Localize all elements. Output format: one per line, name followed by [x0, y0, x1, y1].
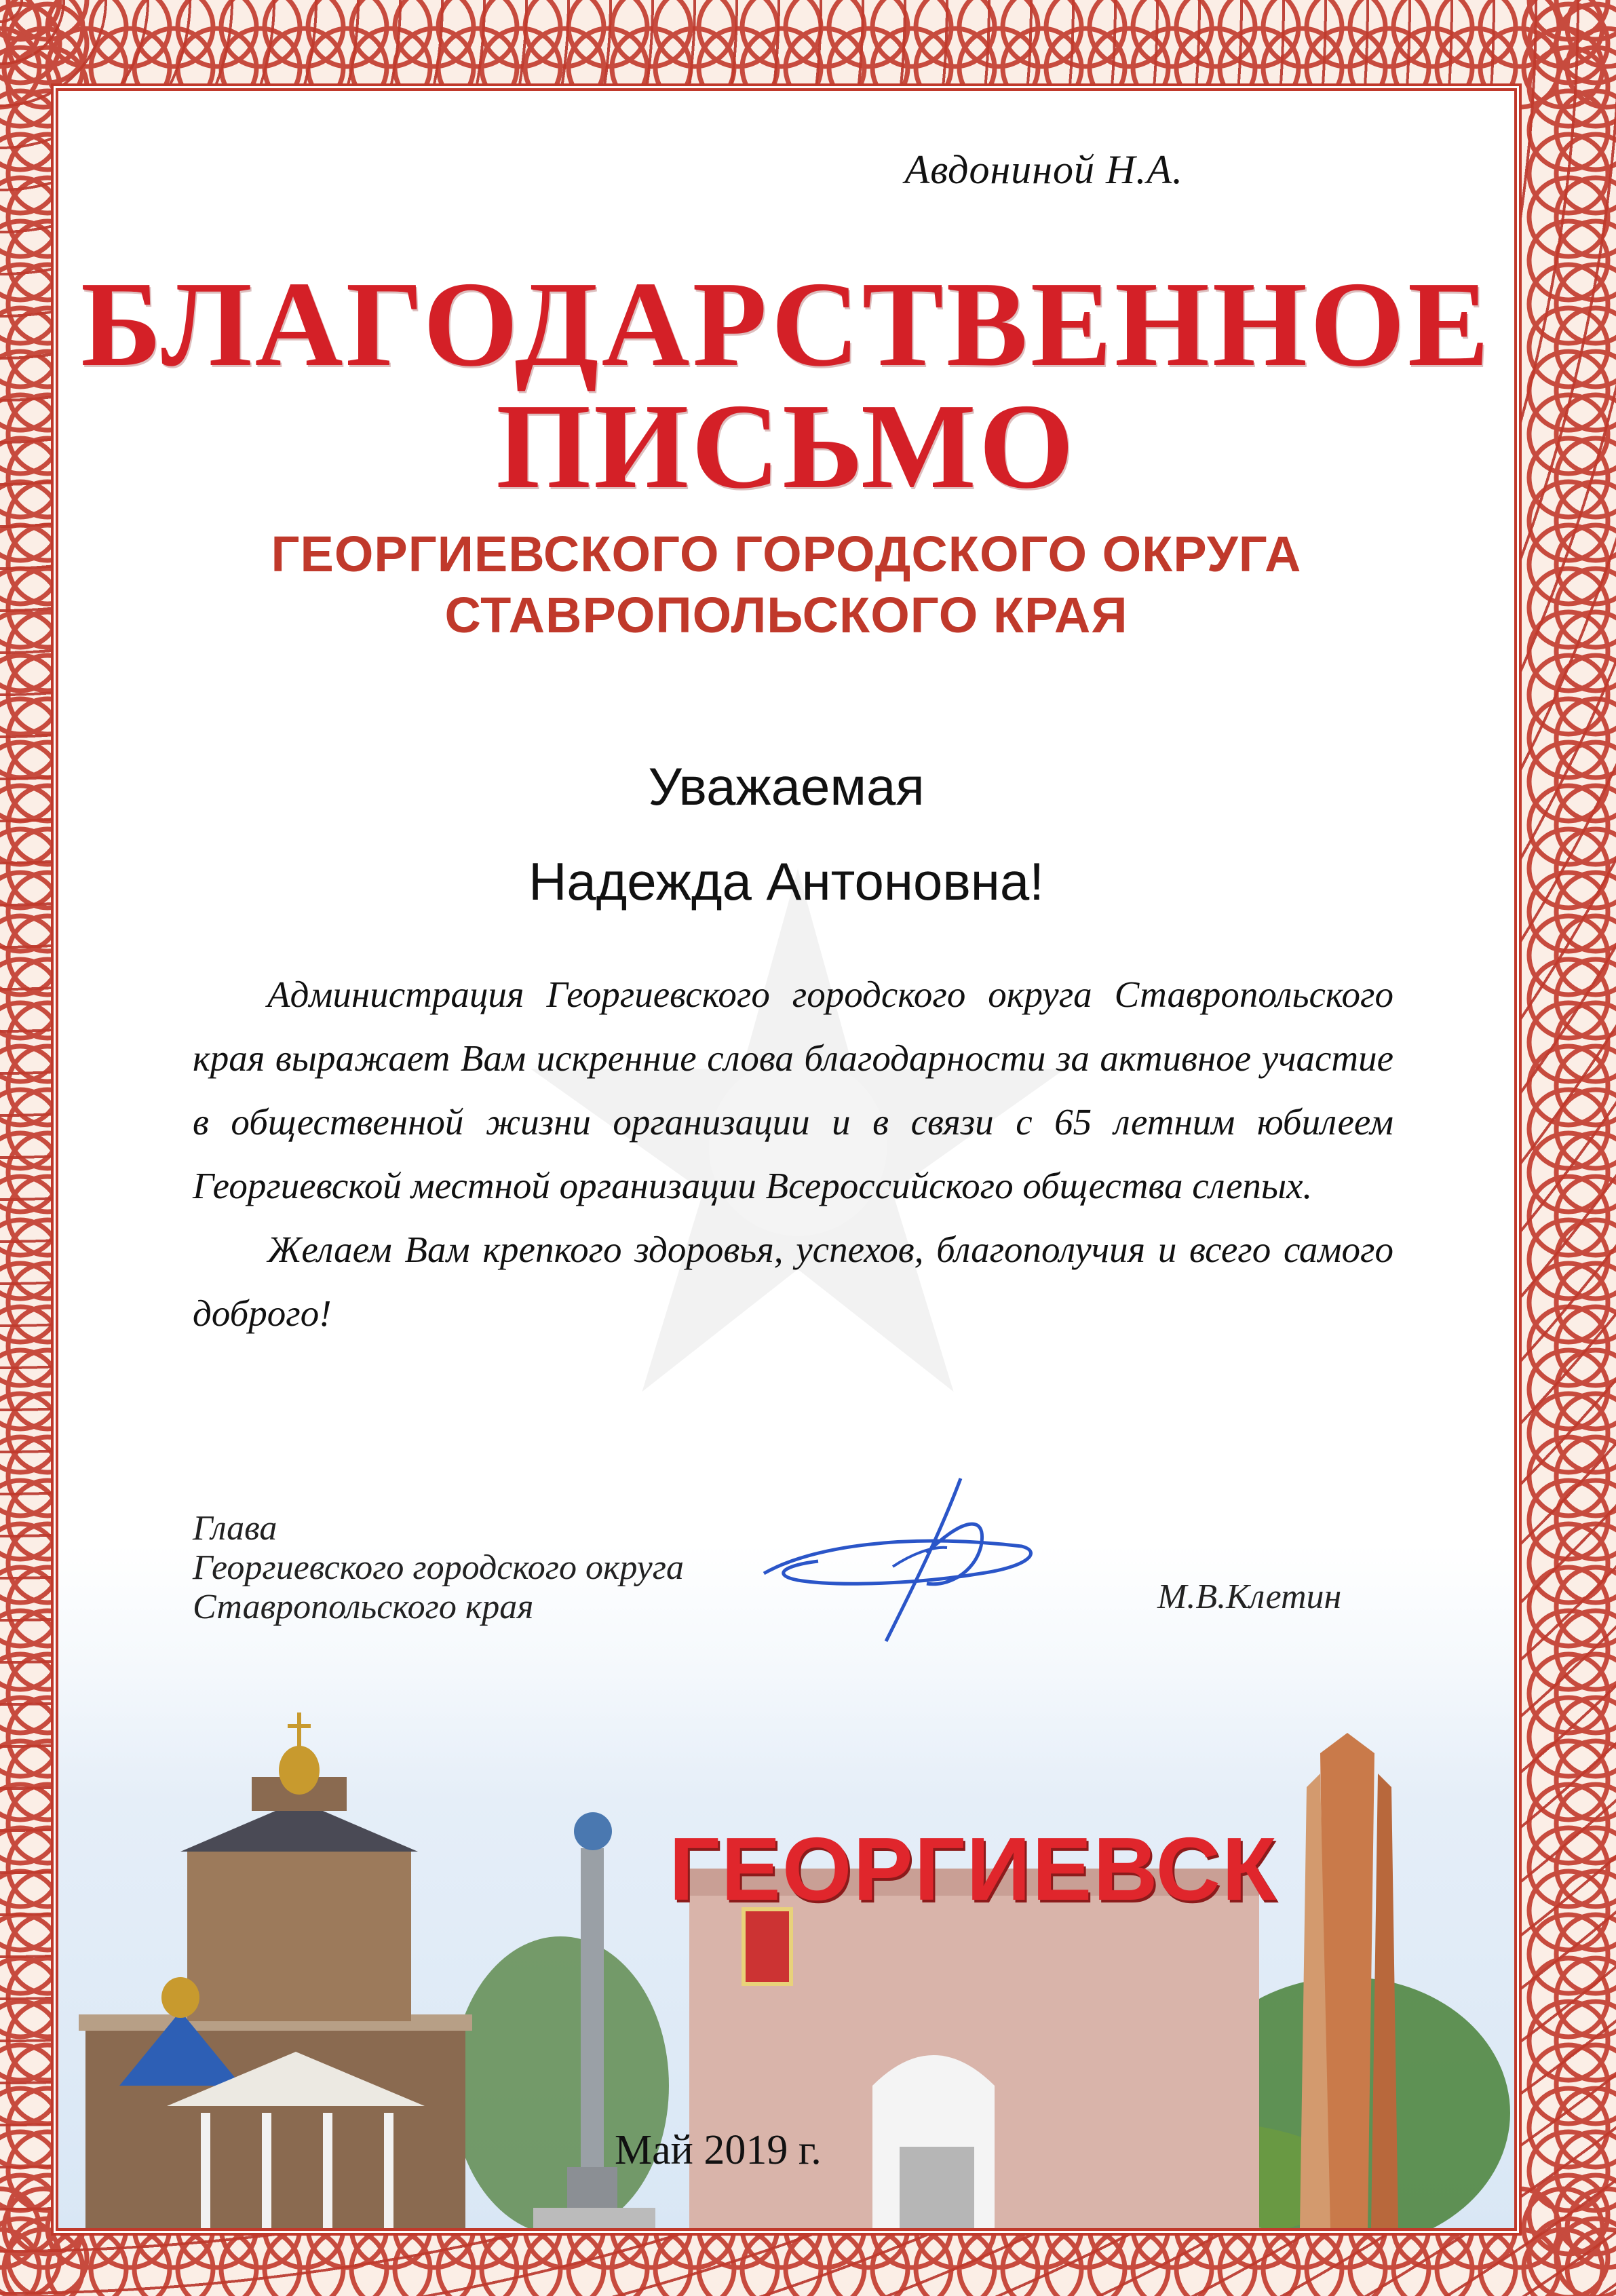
recipient-name: Авдониной Н.А.	[904, 147, 1183, 192]
signatory-position-line2: Георгиевского городского округа	[193, 1548, 685, 1587]
signatory-position-line1: Глава	[193, 1509, 277, 1548]
signatory-position-line3: Ставропольского края	[193, 1588, 534, 1626]
handwritten-signature	[757, 1472, 1049, 1655]
document-title-line1: БЛАГОДАРСТВЕННОЕ	[81, 256, 1492, 391]
body-paragraph-gratitude: Администрация Георгиевского городского округа Ставропольского края выражает Вам искренние слова благодарности за активное участие в общественной жизни организации и в связи с 65 летним юбилеем Георгиевской местной организации Всероссийского общества слепых.	[193, 974, 1393, 1206]
city-sign-lettering: ГЕОРГИЕВСК	[669, 1819, 1278, 1919]
greeting-addressee: Надежда Антоновна!	[528, 852, 1044, 911]
document-title-line2: ПИСЬМО	[496, 379, 1077, 514]
issuer-subtitle-line2: СТАВРОПОЛЬСКОГО КРАЯ	[444, 587, 1128, 643]
signatory-name: М.В.Клетин	[1157, 1577, 1342, 1616]
body-paragraph-wishes: Желаем Вам крепкого здоровья, успехов, благополучия и всего самого доброго!	[193, 1229, 1393, 1334]
obelisk-monument-illustration	[1300, 1733, 1398, 2228]
greeting-salutation: Уважаемая	[648, 757, 925, 816]
letter-body	[193, 963, 1393, 1345]
document-date: Май 2019 г.	[615, 2127, 822, 2173]
signatory-position	[193, 1509, 684, 1627]
letter-panel	[56, 88, 1517, 2231]
church-illustration	[79, 1713, 472, 2228]
issuer-subtitle-line1: ГЕОРГИЕВСКОГО ГОРОДСКОГО ОКРУГА	[271, 526, 1302, 582]
city-photo-collage	[58, 1706, 1514, 2228]
